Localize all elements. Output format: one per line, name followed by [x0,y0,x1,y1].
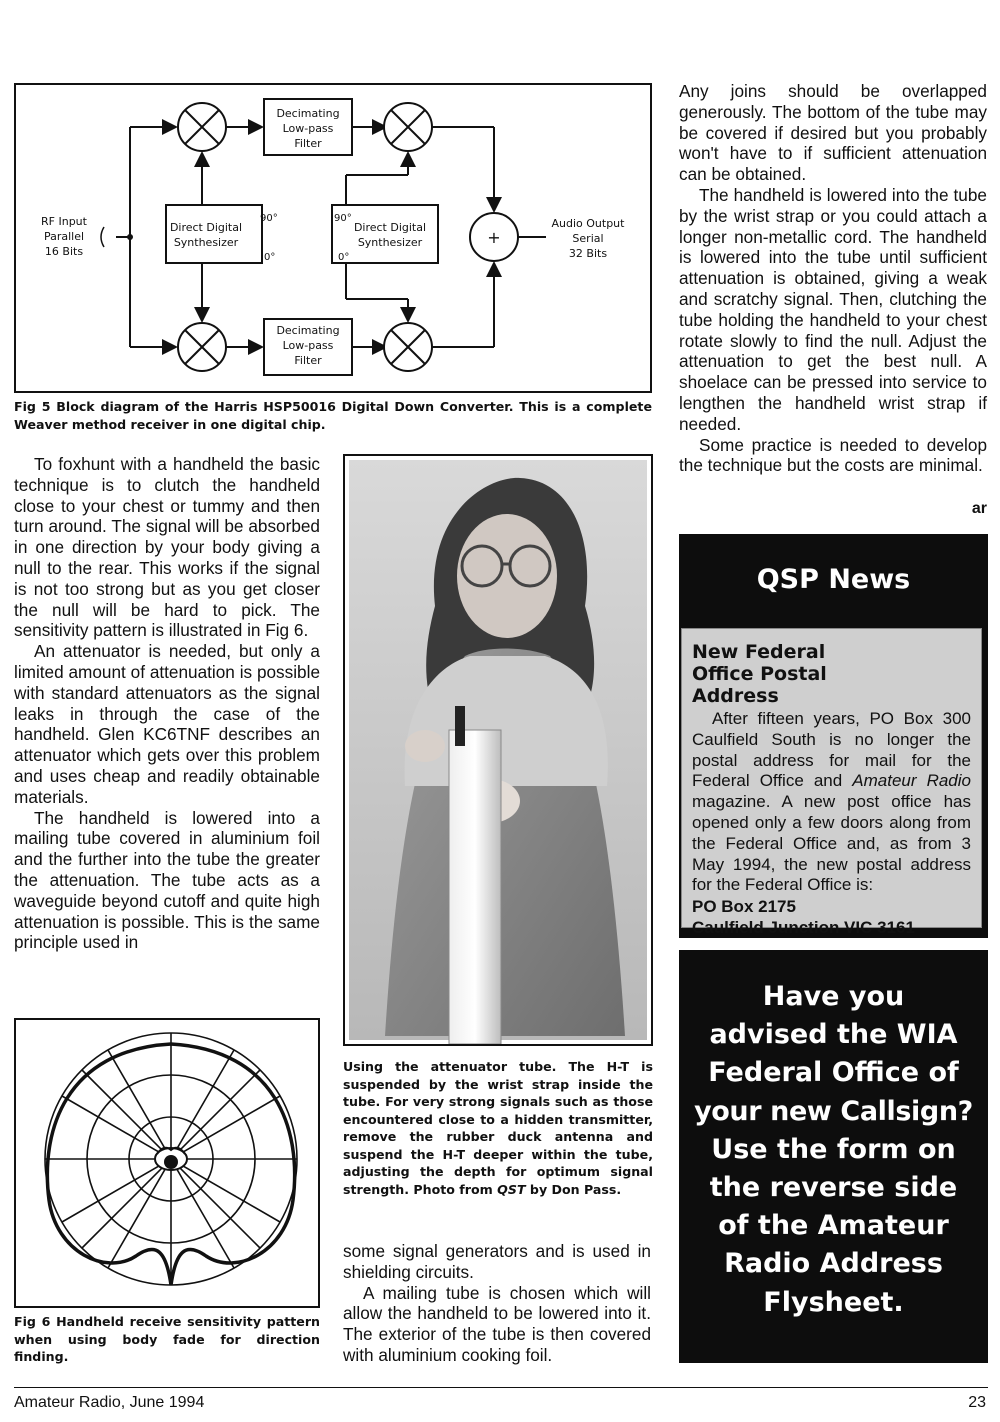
left-paragraph-2: An attenuator is needed, but only a limited amount of attenuation is possible with standard attenuators as the signal leaks in through the case of the handheld. Glen KC6TNF describes an attenuator which gets over this problem and uses cheap and readily obtainable materials. [14,641,320,807]
qsp-news-title: QSP News [756,564,911,595]
fig5-diagram [14,83,652,393]
svg-text:Direct Digital: Direct Digital [353,221,427,234]
svg-text:Filter: Filter [294,354,322,367]
qsp-address-line-2: Caulfield Junction VIC 3161 [692,918,915,938]
attenuator-tube-photo [345,456,651,1044]
svg-text:Low-pass: Low-pass [282,122,334,135]
svg-text:Audio Output: Audio Output [551,217,625,230]
svg-text:Low-pass: Low-pass [282,339,334,352]
photo-frame [343,454,653,1046]
mixer-top-left [178,103,226,151]
svg-text:Serial: Serial [572,232,604,245]
fig5-svg [16,85,650,391]
middle-paragraph-2: A mailing tube is chosen which will allow the handheld to be lowered into it. The exterior of the tube is then covered with aluminium cooking foil. [343,1282,651,1365]
footer-publication: Amateur Radio, June 1994 [14,1394,205,1411]
svg-text:Synthesizer: Synthesizer [173,236,239,249]
right-column-text [679,81,987,476]
ad-line-7: of the Amateur [718,1210,949,1242]
middle-paragraph-1: some signal generators and is used in shielding circuits. [343,1241,651,1282]
fig6-caption: Fig 6 Handheld receive sensitivity pattern when using body fade for direction finding. [14,1314,320,1364]
qsp-news-body: After fifteen years, PO Box 300 Caulfield South is no longer the postal address for mail for the Federal Office and Amateur Radio magazine. A new post office has opened only a few doors along from the Federal Office and, as from 3 May 1994, the new postal address for the Federal Office is: [692,709,971,895]
right-paragraph-2: The handheld is lowered into the tube by the wrist strap or you could attach a longer non-metallic cord. The handheld is lowered into the tube until sufficient attenuation is obtained, giving a weak and scratchy signal. Then, clutching the tube holding the handheld to your chest rotate slowly to find the null. Adjust the attenuation to get the best null. A shoelace can be pressed into service to lengthen the handheld wrist strap if needed. [679,184,987,434]
fig6-svg [16,1020,318,1306]
qsp-news-content [681,628,982,938]
article-signoff: ar [971,500,987,517]
svg-text:90°: 90° [334,213,352,224]
footer-rule [14,1387,988,1388]
svg-text:Direct Digital: Direct Digital [169,221,243,234]
svg-text:Parallel: Parallel [43,230,85,243]
photo-caption-source: QST [497,1181,526,1197]
person-icon [155,1148,187,1170]
right-paragraph-1: Any joins should be overlapped generously. The bottom of the tube may be covered if desired but you probably won't have to if sufficient attenuation can be obtained. [679,81,987,185]
footer-page-number: 23 [968,1394,986,1411]
ad-line-4: your new Callsign? [694,1095,973,1127]
mixer-bottom-right [384,323,432,371]
middle-column-text [343,1241,651,1366]
ad-line-1: Have you [762,981,905,1012]
photo-caption-main: Using the attenuator tube. The H-T is suspended by the wrist strap inside the tube. For very strong signals such as those encountered close to a hidden transmitter, remove the rubber duck antenna and suspend the H-T deeper within the tube, adjusting the depth for optimum signal strength. Photo from [343,1059,653,1197]
svg-text:0°: 0° [264,252,276,263]
qsp-news-headline: New Federal Office Postal Address [692,641,827,707]
svg-text:0°: 0° [338,252,350,263]
svg-text:Decimating: Decimating [276,107,340,120]
svg-text:RF Input: RF Input [41,215,87,228]
mixer-top-right [384,103,432,151]
svg-text:16 Bits: 16 Bits [44,245,84,258]
photo-caption-credit: by Don Pass. [525,1181,622,1197]
qsp-address-line-1: PO Box 2175 [692,897,796,917]
left-paragraph-1: To foxhunt with a handheld the basic technique is to clutch the handheld close to your chest or tummy and then turn around. The signal will be absorbed in one direction by your body giving a null to the rear. This works if the signal is not too strong but as you get closer the null will be hard to pick. The sensitivity pattern is illustrated in Fig 6. [14,454,320,641]
ad-line-2: advised the WIA [709,1019,958,1051]
dds-left [166,205,262,263]
svg-text:Synthesizer: Synthesizer [357,236,423,249]
fig5-caption: Fig 5 Block diagram of the Harris HSP50016 Digital Down Converter. This is a complete Weaver method receiver in one digital chip. [14,399,652,432]
svg-text:32 Bits: 32 Bits [568,247,608,260]
ad-line-9: Flysheet. [763,1286,904,1318]
ad-line-3: Federal Office of [708,1057,959,1089]
svg-text:+: + [487,228,501,247]
ad-line-5: Use the form on [711,1133,956,1165]
mixer-bottom-left [178,323,226,371]
photo-caption [343,1058,653,1198]
qsp-news-box [679,534,988,938]
svg-text:90°: 90° [260,213,278,224]
fig6-diagram [14,1018,320,1308]
svg-text:Filter: Filter [294,137,322,150]
ad-line-8: Radio Address [724,1248,943,1280]
svg-text:Decimating: Decimating [276,324,340,337]
left-column-text [14,454,320,953]
callsign-advert [679,950,988,1363]
ad-line-6: the reverse side [709,1172,958,1204]
right-paragraph-3: Some practice is needed to develop the technique but the costs are minimal. [679,434,987,476]
left-paragraph-3: The handheld is lowered into a mailing tube covered in aluminium foil and the further into the tube the greater the attenuation. The tube acts as a waveguide beyond cutoff and quite high attenuation is possible. This is the same principle used in [14,807,320,953]
